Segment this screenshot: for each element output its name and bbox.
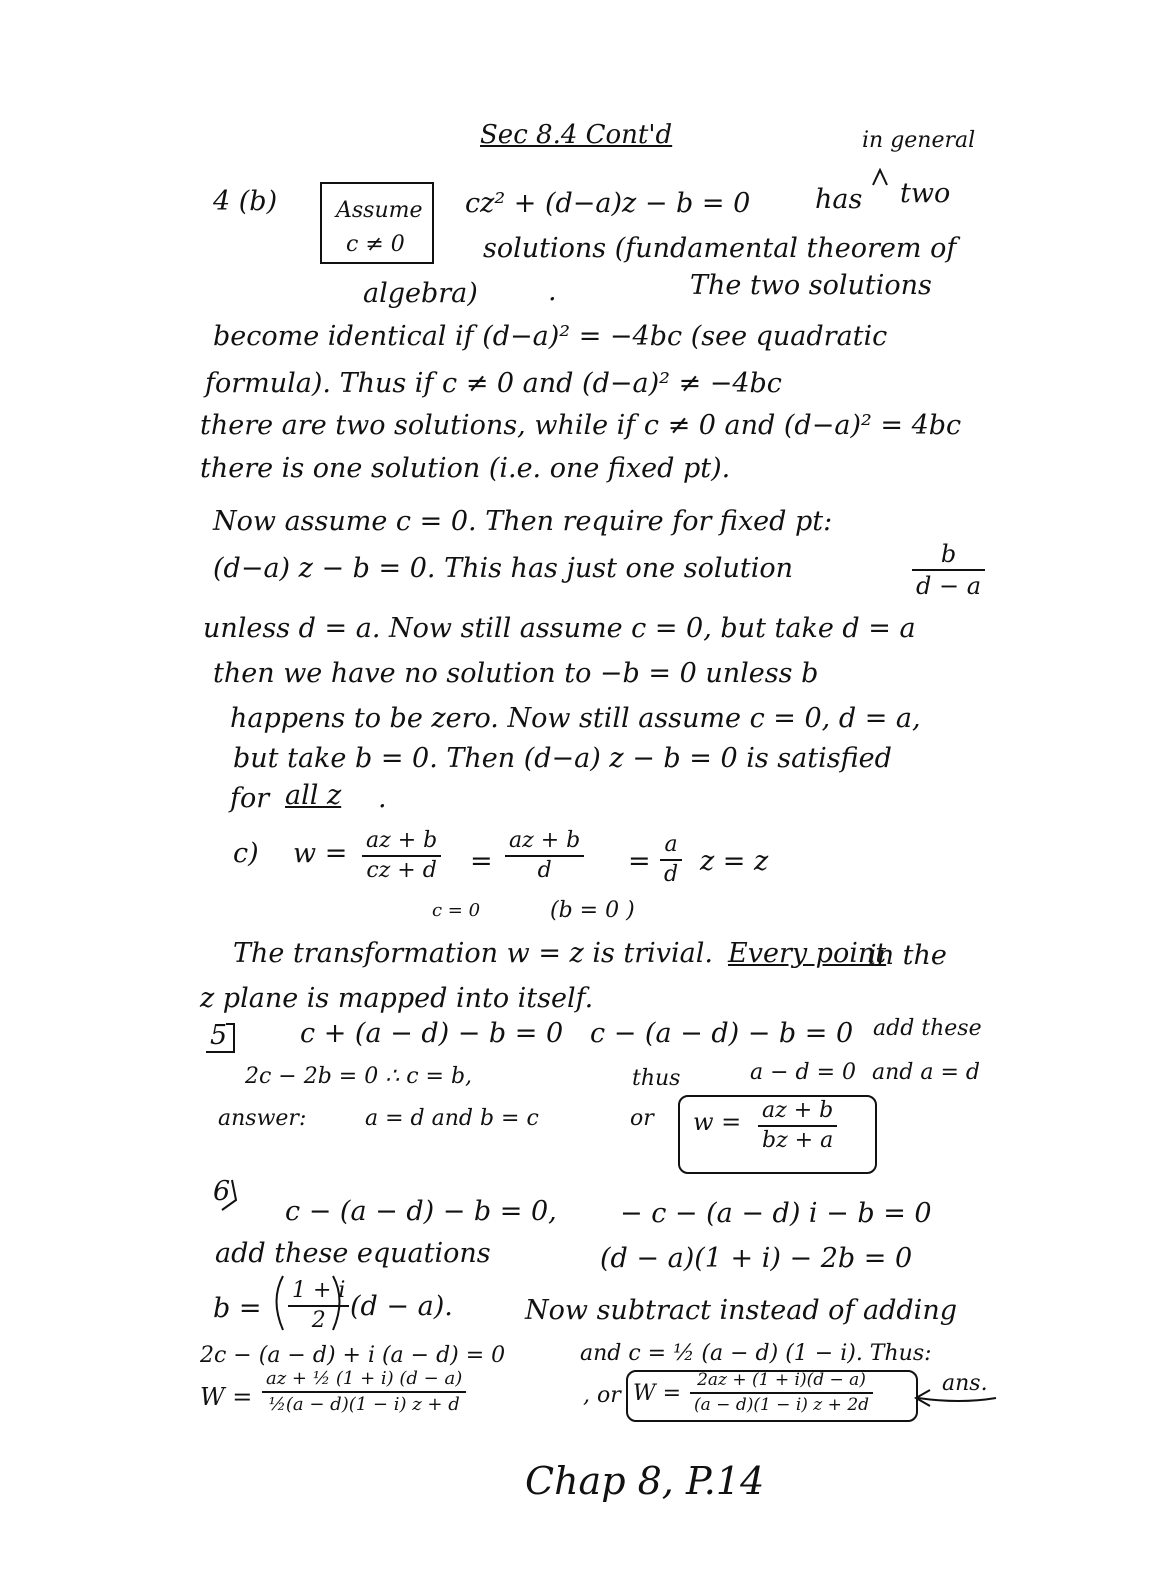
problem-6-sum-eq: (d − a)(1 + i) − 2b = 0 — [600, 1243, 913, 1274]
part-c-label: c) — [233, 838, 259, 869]
problem-6-eq-1: c − (a − d) − b = 0, — [285, 1196, 557, 1227]
problem-6-subtract-text: Now subtract instead of adding — [525, 1295, 957, 1326]
problem-6-or: , or — [583, 1383, 621, 1408]
text-has: has — [815, 184, 863, 215]
problem-6-boxed-w: W = — [633, 1381, 682, 1406]
text-two: two — [900, 178, 951, 209]
part-c-frac-3-num: a — [660, 834, 682, 861]
quadratic-equation: cz² + (d−a)z − b = 0 — [465, 188, 751, 219]
part-c-frac-1-num: az + b — [362, 830, 441, 857]
in-general-annotation: in general — [862, 128, 976, 153]
problem-5-boxed-frac-num: az + b — [758, 1100, 837, 1127]
line-two-solutions-case: there are two solutions, while if c ≠ 0 and (d−a)² = 4bc — [200, 410, 962, 441]
problem-5-line-2b: thus — [632, 1066, 681, 1091]
part-c-eq-1: = — [470, 846, 493, 877]
line-for: for — [230, 783, 270, 814]
part-c-frac-2-den: d — [537, 858, 552, 883]
line-linear-equation: (d−a) z − b = 0. This has just one solution — [213, 553, 793, 584]
problem-6-b-rhs: (d − a). — [350, 1291, 453, 1322]
line-two-solutions: The two solutions — [690, 270, 932, 301]
section-title: Sec 8.4 Cont'd — [480, 120, 673, 150]
problem-5-boxed-w: w = — [693, 1108, 742, 1136]
problem-6-eq-2: − c − (a − d) i − b = 0 — [620, 1198, 932, 1229]
problem-5-label: 5 — [210, 1020, 228, 1051]
problem-6-w-frac-den: ½(a − d)(1 − i) z + d — [268, 1394, 460, 1415]
line-assume-c-zero: Now assume c = 0. Then require for fixed pt: — [213, 506, 833, 537]
part-c-text-2: z plane is mapped into itself. — [200, 983, 594, 1014]
problem-5-eq-2: c − (a − d) − b = 0 — [590, 1018, 854, 1049]
problem-6-line-4b: and c = ½ (a − d) (1 − i). Thus: — [580, 1341, 932, 1366]
line-algebra: algebra) — [363, 278, 478, 309]
part-c-frac-1-den: cz + d — [366, 858, 437, 883]
line-become-identical: become identical if (d−a)² = −4bc (see quadratic — [213, 321, 888, 352]
line-one-solution: there is one solution (i.e. one fixed pt). — [200, 453, 731, 484]
part-c-under-1: c = 0 — [432, 900, 481, 921]
problem-5-answer-label: answer: — [218, 1106, 307, 1131]
part-c-text-1a: The transformation w = z is trivial. — [233, 938, 714, 969]
problem-6-b-frac-den: 2 — [311, 1308, 326, 1333]
problem-5-or: or — [630, 1106, 654, 1131]
solution-fraction-num: b — [912, 542, 985, 571]
line-solutions: solutions (fundamental theorem of — [483, 233, 957, 264]
problem-6-b-lhs: b = — [213, 1293, 262, 1324]
part-c-tail: z = z — [700, 846, 769, 877]
assume-box-line-2: c ≠ 0 — [346, 232, 405, 257]
line-unless-d-a: unless d = a. Now still assume c = 0, but take d = a — [203, 613, 916, 644]
part-c-frac-2-num: az + b — [505, 830, 584, 857]
problem-6-b-frac-num: 1 + i — [288, 1280, 349, 1307]
problem-6-ans: ans. — [942, 1371, 988, 1396]
part-c-under-2: (b = 0 ) — [550, 898, 635, 923]
part-c-text-1c: in the — [868, 940, 947, 971]
problem-5-eq-1: c + (a − d) − b = 0 — [300, 1018, 564, 1049]
line-formula: formula). Thus if c ≠ 0 and (d−a)² ≠ −4bc — [205, 368, 782, 399]
part-c-text-1b: Every point — [728, 938, 887, 969]
problem-6-w-frac-num: az + ½ (1 + i) (d − a) — [262, 1370, 466, 1393]
problem-5-note: add these — [873, 1016, 982, 1041]
problem-6-line-4a: 2c − (a − d) + i (a − d) = 0 — [200, 1343, 506, 1368]
page-label: Chap 8, P.14 — [525, 1459, 765, 1503]
problem-4b-label: 4 (b) — [213, 186, 278, 217]
line-no-solution: then we have no solution to −b = 0 unless b — [213, 658, 819, 689]
problem-6-add-text: add these equations — [215, 1238, 491, 1269]
problem-6-w-label: W = — [200, 1383, 253, 1411]
solution-fraction-den: d − a — [916, 572, 982, 600]
part-c-frac-3-den: d — [664, 862, 679, 887]
problem-6-boxed-frac-num: 2az + (1 + i)(d − a) — [690, 1372, 873, 1394]
line-happens-zero: happens to be zero. Now still assume c = 0, d = a, — [230, 703, 921, 734]
line-all-z: all z — [285, 780, 342, 811]
problem-5-answer-text: a = d and b = c — [365, 1106, 539, 1131]
problem-5-line-2a: 2c − 2b = 0 ∴ c = b, — [245, 1064, 473, 1089]
problem-6-label: 6 — [213, 1176, 231, 1207]
part-c-eq-2: = — [628, 846, 651, 877]
line-end-dot: . — [378, 783, 387, 814]
assume-box-line-1: Assume — [336, 198, 423, 223]
problem-5-line-2c: a − d = 0 — [750, 1060, 857, 1085]
problem-5-boxed-frac-den: bz + a — [762, 1128, 834, 1153]
problem-6-boxed-frac-den: (a − d)(1 − i) z + 2d — [694, 1395, 870, 1415]
stray-dot: . — [548, 276, 557, 307]
problem-5-line-2d: and a = d — [872, 1060, 980, 1085]
part-c-w: w = — [293, 838, 348, 869]
line-take-b-zero: but take b = 0. Then (d−a) z − b = 0 is satisfied — [233, 743, 892, 774]
